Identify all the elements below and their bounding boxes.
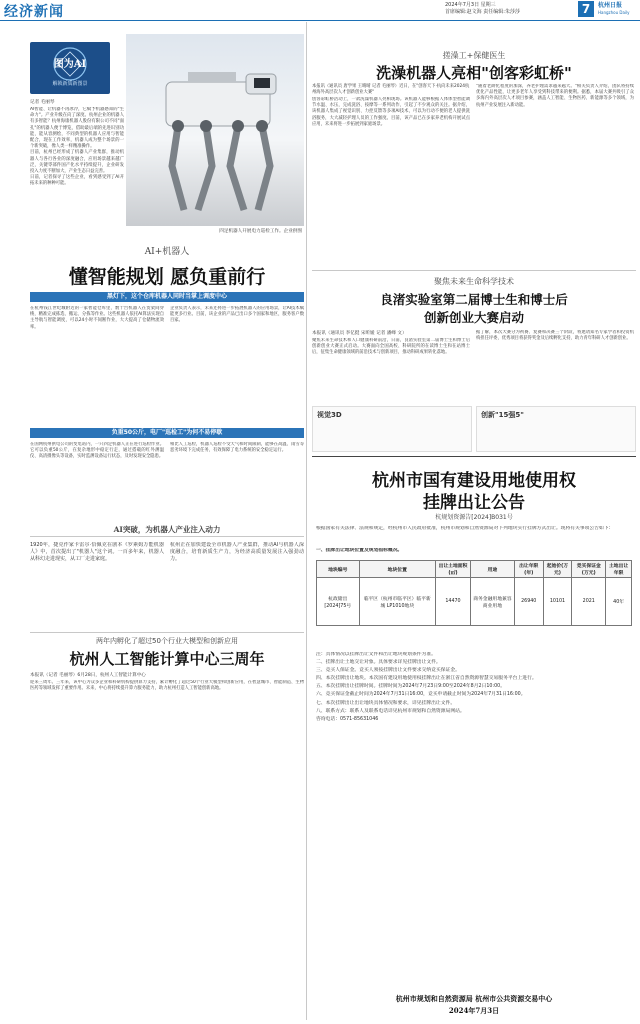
notice-items <box>316 652 632 952</box>
notice-section-1: 一、挂牌出让地块位置及规划指标概况。 <box>316 548 403 553</box>
column-rule <box>306 22 307 1020</box>
story5-body: 迎来三周年。三年来，该中心为众多企业和科研机构提供算力支持，累计孵化了超过50个行业大模型和创新应用，在智慧城市、智能制造、生物医药等领域发挥了重要作用。未来，中心将持续提升算力服务能力，助力杭州打造人工智能创新高地。 <box>30 680 304 692</box>
notice-item: 三、竞买人保证金。竞买人须按挂牌出让文件要求交纳竞买保证金。 <box>316 668 460 674</box>
table-header: 地块编号 <box>317 561 360 578</box>
table-header: 出让土地面积(㎡) <box>436 561 471 578</box>
table-cell: 26940 <box>514 578 543 626</box>
story5-byline: 本报讯（记者 毛丽琴）6月28日，杭州人工智能计算中心 <box>30 673 146 678</box>
logo-title: 图为AI <box>53 59 87 70</box>
notice-contact: 咨询电话：0571-85631046 <box>316 716 379 722</box>
story3-body-b: 企业负责人表示，未来还将进一步拓展机器人的应用场景，让AI技术赋能更多行业。目前，该企业的产品已出口多个国家和地区，服务客户数百家。 <box>170 306 304 324</box>
story3-body-c: 在国网杭州供电公司的变电站内，一只四足机器人正在进行巡检作业。它可以负重50公斤，在复杂地形中稳定行走，通过搭载的红外测温仪、高清摄像头等设备，实时监测设备运行状态，及时发现安全隐患。 <box>30 442 164 460</box>
story1-body-b: "随着老龄化程度的加深，养老护理需求越来越大。"相关负责人介绍，团队将持续优化产品性能，让更多老年人享受到科技带来的便利。据悉，本届大赛共吸引了众多海内外高层次人才项目参赛，涵盖人工智能、生物医药、新能源等多个领域，为杭州产业发展注入新动能。 <box>476 84 634 108</box>
ai-logo-block <box>30 42 110 94</box>
divider <box>30 536 304 537</box>
ad-right-label: 创新"15强5" <box>481 411 524 419</box>
notice-number: 杭规划资源告[2024]B031号 <box>435 514 513 521</box>
photo-caption: 四足机器人开展电力巡检工作。企业供图 <box>219 229 302 234</box>
brand-sub: Hangzhou Daily <box>598 10 630 15</box>
ad-left <box>312 406 472 452</box>
notice-top-rule <box>312 456 636 457</box>
table-cell: 2021 <box>572 578 606 626</box>
story2-byline: 本报讯（通讯员 李亿挺 宋昕媛 记者 潘峰 文） <box>312 331 407 336</box>
story4-body-a: 1920年，捷克作家卡雷尔·恰佩克在剧本《罗素姆万能机器人》中，首次提出了"机器人"这个词。一百多年来，机器人从科幻走进现实，从工厂走进家庭。 <box>30 542 164 562</box>
notice-intro: 根据国家有关法律、法规和规定，经杭州市人民政府批准，杭州市规划和自然资源局对下列地块实行挂牌方式出让。现将有关事项公告如下： <box>316 526 614 531</box>
notice-title-2: 挂牌出让公告 <box>423 493 525 513</box>
story3-kicker: AI+机器人 <box>144 247 190 257</box>
table-cell: 临平区（杭州市临平区）临平新城 LP1010地块 <box>359 578 435 626</box>
table-header: 土地出让年限 <box>606 561 632 578</box>
story5-kicker: 两年内孵化了超过50个行业大模型和创新应用 <box>96 637 238 645</box>
table-header: 出让年限(年) <box>514 561 543 578</box>
table-cell: 10101 <box>543 578 572 626</box>
notice-item: 注：具体情况以挂牌出让文件和出让地块规划条件为准。 <box>316 652 436 657</box>
divider <box>312 270 636 271</box>
masthead <box>0 0 640 21</box>
col1-body: AI智能、让机器不再冰冷，它赋予机器感知的"生命力"。产业升级在向了深度。杭州企业的机器人有多智能？杭州海康机器人股份有限公司不同"面孔"的机器人便于博览，借助最后端的先进识别功能，能从容测绘，不同典型的机器人应用与智能配合，现在工作效率，机器人成为整个场景的一个新突破，像人类一样精准操作。 目前，杭州已经形成了机器人产业集群，推动机器人与各行各业的深度融合，应用场景越来越广泛，关键零部件国产化水平持续提升，企业研发投入力度不断加大，产业生态日益完善。 日前，记者探寻了这些企业，看到感受到了AI开拓未来的种种可能。 <box>30 107 124 187</box>
notice-item: 四、本次挂牌出让地块。本次国有建设用地使用权挂牌出让在浙江省自然资源智慧交易服务平台上进行。 <box>316 676 537 682</box>
story2-body-a: 聚焦未来生命技术和人口健康科研前沿，日前，良渚实验室第二届博士生和博士后创新创业大赛正式启动。大赛面向全国高校、科研院所的在读博士生和在站博士后，征集生命健康领域的前沿技术与创新项目，推动科研成果转化落地。 <box>312 338 470 356</box>
ad-right <box>476 406 636 452</box>
robot-dog-icon <box>126 34 304 226</box>
story1-kicker: 搓澡工+保健医生 <box>442 51 506 60</box>
table-header-row <box>317 561 632 578</box>
logo-subtitle: 解锁新质新图景 <box>52 81 88 87</box>
story2-title-2: 创新创业大赛启动 <box>423 310 524 325</box>
story3-subhead-1: 黑灯下，这个仓库机器人同时当掌上调度中心 <box>30 292 304 302</box>
page-number: 7 <box>578 1 594 17</box>
editor-line: 首席编辑:赵文海 责任编辑:朱莎莎 <box>445 9 520 15</box>
table-header: 起始价(万元) <box>543 561 572 578</box>
notice-item: 八、联系方式：联系人及联系电话详见杭州市规划和自然资源局网站。 <box>316 708 465 714</box>
story3-body-d: 相比人工巡检，机器人巡检不受天气和时间限制，能够在高温、雨雪等恶劣环境下完成任务，有效保障了电力系统的安全稳定运行。 <box>170 442 304 454</box>
table-header: 地块位置 <box>359 561 435 578</box>
notice-item: 二、挂牌出让土地交让对象。具体要求详见挂牌出让文件。 <box>316 660 441 666</box>
table-cell: 14470 <box>436 578 471 626</box>
story3-title: 懂智能规划 愿负重前行 <box>68 266 266 288</box>
notice-title-1: 杭州市国有建设用地使用权 <box>372 471 576 491</box>
brand-name: 杭州日报 <box>598 2 623 9</box>
ad-left-label: 视觉3D <box>317 411 342 419</box>
divider <box>30 632 304 633</box>
story2-kicker: 聚焦未来生命科学技术 <box>434 277 514 286</box>
story1-title: 洗澡机器人亮相"创客彩虹桥" <box>376 64 572 82</box>
story2-body-b: 据了解，本次大赛分为初赛、复赛和决赛三个阶段，将邀请知名专家学者和投资机构担任评委，优秀项目将获得奖金及后续孵化支持，助力青年科研人才创新创业。 <box>476 330 634 342</box>
story3-subhead-2: 负重50公斤，电厂"巡检工"为何不易停歇 <box>30 428 304 438</box>
story1-byline: 本报讯（通讯员 唐学果 王晴晴 记者 毛丽琴）近日，在"创客天下·杭向未来2024杭州海外高层次人才创新创业大赛" <box>312 84 470 96</box>
notice-item: 五、本次挂牌出让挂牌时间。挂牌时间为2024年7月23日9:00至2024年8月2日10:00。 <box>316 684 505 690</box>
robot-dog-photo <box>126 34 304 226</box>
paper-brand <box>598 2 630 16</box>
table-header: 用途 <box>470 561 514 578</box>
section-title: 经济新闻 <box>4 4 64 20</box>
col1-byline: 记者 毛丽琴 <box>30 100 55 105</box>
story1-body-a: 创客彩虹桥活动上，一款洗澡机器人亮相现场。该机器人能够根据人体体型智能调节水温、水压，完成洗浴、按摩等一系列动作，引起了不少观众的关注。据介绍，该机器人集成了视觉识别、力控反馈等多项AI技术，可以为行动不便的老人提供洗浴服务，大大减轻护理人员的工作强度。目前，该产品已在多家养老机构开展试点应用，未来将进一步拓展到家庭场景。 <box>312 97 470 127</box>
story5-title: 杭州人工智能计算中心三周年 <box>69 650 265 668</box>
masthead-meta <box>445 2 520 16</box>
notice-footer-1: 杭州市规划和自然资源局 杭州市公共资源交易中心 <box>395 994 553 1003</box>
issue-date: 2024年7月3日 星期三 <box>445 2 496 8</box>
notice-footer-2: 2024年7月3日 <box>448 1006 500 1015</box>
story4-body-b: 杭州正在加快建设全市机器人产业集群，推动AI与机器人深度融合，培育新质生产力，为经济高质量发展注入强劲动力。 <box>170 542 304 562</box>
story2-title-1: 良渚实验室第二届博士生和博士后 <box>380 292 568 307</box>
land-table <box>316 560 632 626</box>
story4-kicker: AI突破，为机器人产业注入动力 <box>113 525 221 534</box>
table-cell: 40年 <box>606 578 632 626</box>
table-row <box>317 578 632 626</box>
story3-body-a: 在杭州钱江世纪城附近的一家智能仓库里，数十台机器人在货架间穿梭，精准完成拣选、搬运、分拣等作业。这些机器人依托AI算法实现自主导航与智能调度，可以24小时不间断作业，大大提高了仓储物流效率。 <box>30 306 164 330</box>
notice-item: 七、本次挂牌出让出让地块具体情况和要求，详见挂牌出让文件。 <box>316 700 456 706</box>
notice-item: 六、竞买保证金截止时间为2024年7月31日16:00，竞买申请截止时间为2024年7月31日16:00。 <box>316 692 526 698</box>
table-cell: 杭政储出[2024]75号 <box>317 578 360 626</box>
table-header: 竞买保证金(万元) <box>572 561 606 578</box>
table-cell: 商务金融用地兼容商业用地 <box>470 578 514 626</box>
